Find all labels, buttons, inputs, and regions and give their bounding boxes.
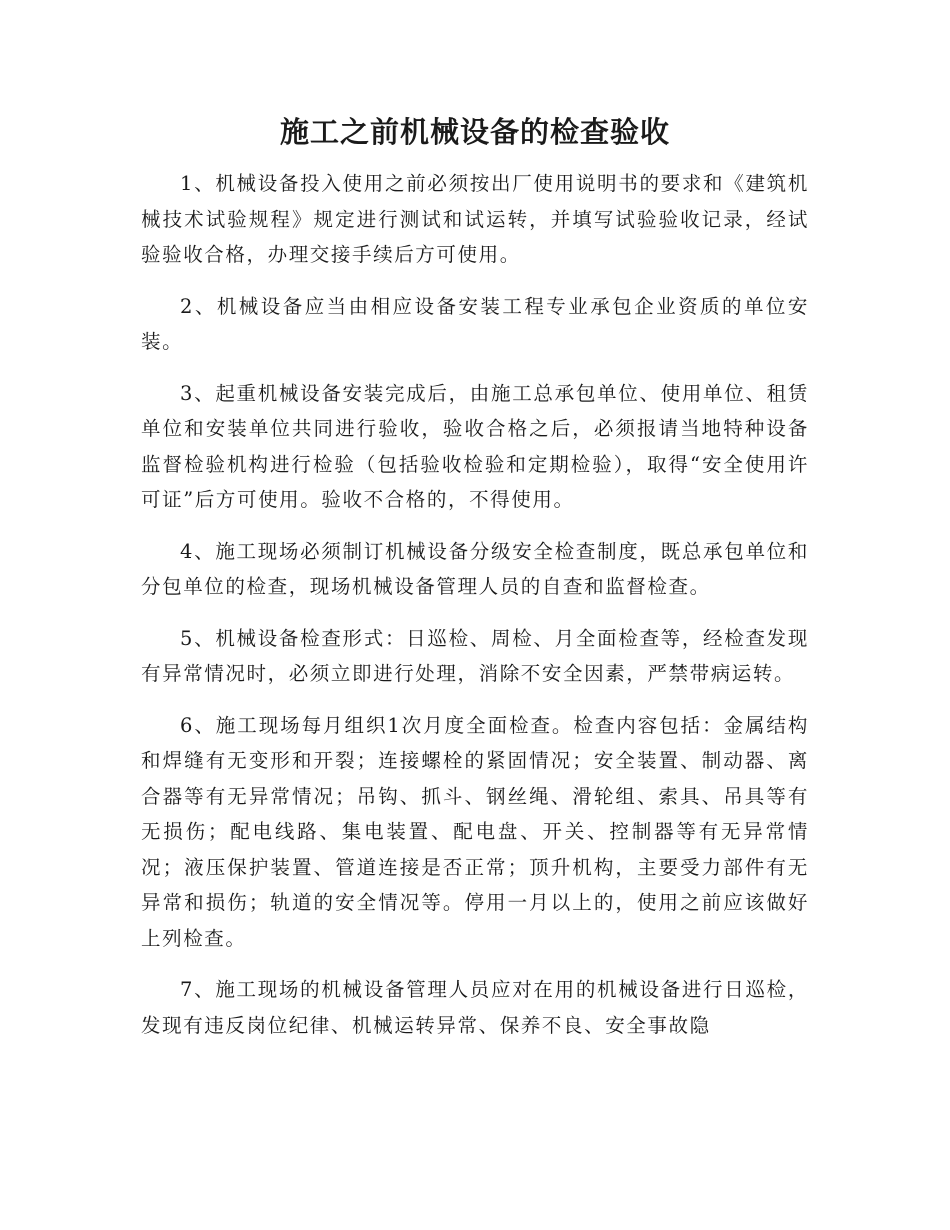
paragraph-4: 4、施工现场必须制订机械设备分级安全检查制度，既总承包单位和分包单位的检查，现场机械设备管理人员的自查和监督检查。 — [141, 539, 809, 598]
paragraph-3: 3、起重机械设备安装完成后，由施工总承包单位、使用单位、租赁单位和安装单位共同进行验收，验收合格之后，必须报请当地特种设备监督检验机构进行检验（包括验收检验和定期检验），取得“安全使用许可证”后方可使用。验收不合格的，不得使用。 — [141, 381, 809, 511]
document-body — [141, 166, 809, 1059]
document-title: 施工之前机械设备的检查验收 — [279, 115, 670, 149]
paragraph-2: 2、机械设备应当由相应设备安装工程专业承包企业资质的单位安装。 — [141, 294, 809, 353]
paragraph-1: 1、机械设备投入使用之前必须按出厂使用说明书的要求和《建筑机械技术试验规程》规定进行测试和试运转，并填写试验验收记录，经试验验收合格，办理交接手续后方可使用。 — [141, 172, 809, 266]
paragraph-6: 6、施工现场每月组织1次月度全面检查。检查内容包括：金属结构和焊缝有无变形和开裂；连接螺栓的紧固情况；安全装置、制动器、离合器等有无异常情况；吊钩、抓斗、钢丝绳、滑轮组、索具、吊具等有无损伤；配电线路、集电装置、配电盘、开关、控制器等有无异常情况；液压保护装置、管道连接是否正常；顶升机构，主要受力部件有无异常和损伤；轨道的安全情况等。停用一月以上的，使用之前应该做好上列检查。 — [141, 713, 809, 950]
paragraph-5: 5、机械设备检查形式：日巡检、周检、月全面检查等，经检查发现有异常情况时，必须立即进行处理，消除不安全因素，严禁带病运转。 — [141, 626, 809, 685]
paragraph-7: 7、施工现场的机械设备管理人员应对在用的机械设备进行日巡检，发现有违反岗位纪律、机械运转异常、保养不良、安全事故隐 — [141, 978, 809, 1037]
